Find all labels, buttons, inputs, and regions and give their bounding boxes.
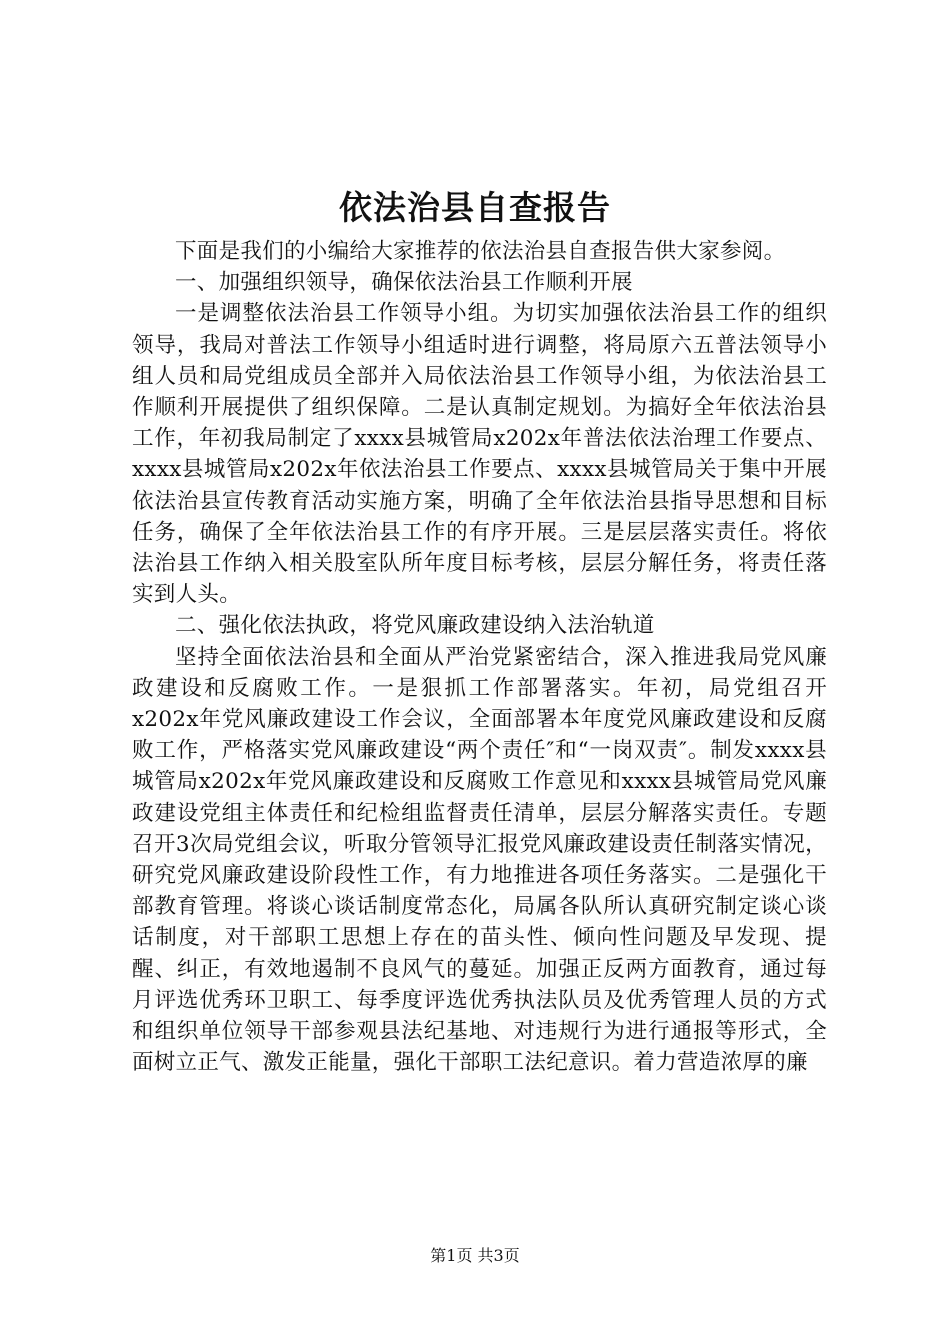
body-paragraph: 一是调整依法治县工作领导小组。为切实加强依法治县工作的组织领导，我局对普法工作领导小组适时进行调整，将局原六五普法领导小组人员和局党组成员全部并入局依法治县工作领导小组，为依法治县工作顺利开展提供了组织保障。二是认真制定规划。为搞好全年依法治县工作，年初我局制定了xxxx县城管局x202x年普法依法治理工作要点、xxxx县城管局x202x年依法治县工作要点、xxxx县城管局关于集中开展依法治县宣传教育活动实施方案，明确了全年依法治县指导思想和目标任务，确保了全年依法治县工作的有序开展。三是层层落实责任。将依法治县工作纳入相关股室队所年度目标考核，层层分解任务，将责任落实到人头。	[132, 301, 827, 608]
document-body	[132, 236, 827, 1078]
intro-paragraph: 下面是我们的小编给大家推荐的依法治县自查报告供大家参阅。	[175, 239, 786, 264]
section-heading-2: 二、强化依法执政，将党风廉政建设纳入法治轨道	[175, 613, 655, 639]
page-footer: 第1页 共3页	[430, 1246, 520, 1265]
body-paragraph: 坚持全面依法治县和全面从严治党紧密结合，深入推进我局党风廉政建设和反腐败工作。一是狠抓工作部署落实。年初，局党组召开x202x年党风廉政建设工作会议，全面部署本年度党风廉政建设和反腐败工作，严格落实党风廉政建设“两个责任″和“一岗双责″。制发xxxx县城管局x202x年党风廉政建设和反腐败工作意见和xxxx县城管局党风廉政建设党组主体责任和纪检组监督责任清单，层层分解落实责任。专题召开3次局党组会议，听取分管领导汇报党风廉政建设责任制落实情况，研究党风廉政建设阶段性工作，有力地推进各项任务落实。二是强化干部教育管理。将谈心谈话制度常态化，局属各队所认真研究制定谈心谈话制度，对干部职工思想上存在的苗头性、倾向性问题及早发现、提醒、纠正，有效地遏制不良风气的蔓延。加强正反两方面教育，通过每月评选优秀环卫职工、每季度评选优秀执法队员及优秀管理人员的方式和组织单位领导干部参观县法纪基地、对违规行为进行通报等形式，全面树立正气、激发正能量，强化干部职工法纪意识。着力营造浓厚的廉	[132, 644, 827, 1076]
document-title: 依法治县自查报告	[339, 188, 611, 227]
section-heading-1: 一、加强组织领导，确保依法治县工作顺利开展	[175, 270, 633, 296]
